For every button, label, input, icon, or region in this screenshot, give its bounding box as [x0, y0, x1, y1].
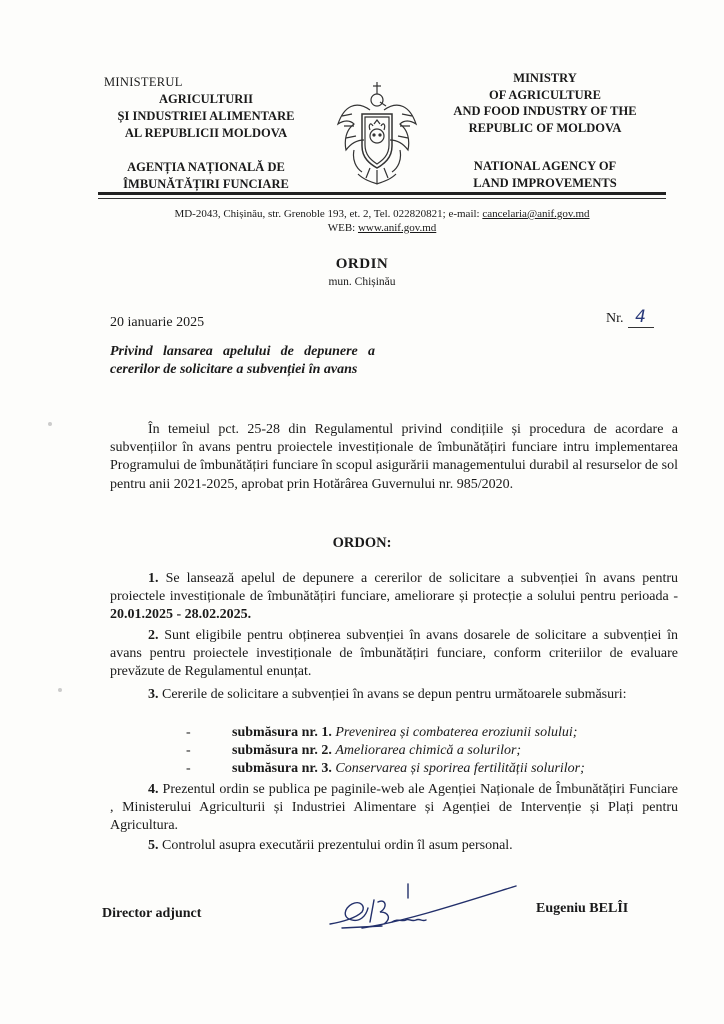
item-text: Controlul asupra executării prezentului ordin îl asum personal. [162, 838, 513, 853]
intro-paragraph: În temeiul pct. 25-28 din Regulamentul privind condițiile și procedura de acordare a subvențiilor în avans pentru proiectele investiționale de îmbunătățiri funciare intru implementarea Programului de îmbunătățiri funciare în scopul asigurării managementului durabil al resurselor de sol pentru anii 2021-2025, aprobat prin Hotărârea Guvernului nr. 985/2020. [110, 422, 678, 492]
item-text: Se lansează apelul de depunere a cererilor de solicitare a subvenției în avans pentru proiectele investiționale de îmbunătățiri funciare, ameliorare și protecție a solului pentru perioada - [110, 571, 679, 605]
item-number: 3. [148, 687, 159, 702]
ministry-en-line-3: AND FOOD INDUSTRY OF THE [453, 104, 637, 118]
scan-speck [58, 688, 62, 692]
submeasure-value: Ameliorarea chimică a solurilor; [335, 743, 522, 758]
contact-address: MD-2043, Chișinău, str. Grenoble 193, et. 2, Tel. 022820821; e-mail: [174, 208, 483, 220]
submeasure-label: submăsura nr. 2. [232, 743, 332, 758]
item-number: 1. [148, 571, 159, 586]
signer-title: Director adjunct [102, 906, 202, 921]
agency-en-line-2: LAND IMPROVEMENTS [473, 175, 617, 190]
number-label: Nr. [606, 311, 624, 326]
submeasure-label: submăsura nr. 3. [232, 761, 332, 776]
ministry-line-3: ȘI INDUSTRIEI ALIMENTARE [117, 109, 295, 123]
item-text: Sunt eligibile pentru obținerea subvenției în avans dosarele de solicitare a subvenției în avans pentru proiectele investiționale de îmbunătățiri funciare, conform criteriilor de evaluare prevăzute de Regulamentul enunțat. [110, 628, 679, 680]
order-item-2 [110, 627, 678, 682]
ordon-heading: ORDON: [332, 535, 392, 551]
agency-line-2: ÎMBUNĂTĂȚIRI FUNCIARE [123, 177, 289, 191]
ministry-en-line-4: REPUBLIC OF MOLDOVA [468, 120, 622, 135]
list-dash: - [186, 761, 191, 776]
submeasure-label: submăsura nr. 1. [232, 725, 332, 740]
submeasure-2 [186, 742, 521, 760]
ministry-header-en [430, 70, 660, 191]
header-divider-thin [98, 198, 666, 199]
list-dash: - [186, 725, 191, 740]
order-item-1 [110, 570, 678, 625]
ministry-en-line-1: MINISTRY [513, 71, 577, 85]
item-text: Cererile de solicitare a subvenției în avans se depun pentru următoarele submăsuri: [162, 687, 627, 702]
ministry-line-2: AGRICULTURII [158, 92, 253, 106]
submeasure-3 [186, 760, 585, 778]
contact-block [98, 207, 666, 235]
order-item-5 [110, 837, 678, 855]
submeasure-value: Conservarea și sporirea fertilității solurilor; [335, 761, 585, 776]
number-value: 4 [628, 307, 654, 328]
document-title: ORDIN [335, 256, 389, 272]
item-number: 4. [148, 782, 159, 797]
handwritten-signature [322, 878, 522, 938]
item-text: Prezentul ordin se publica pe paginile-web ale Agenției Naționale de Îmbunătățiri Funciare , Ministerului Agriculturii și Industriei Alimentare și Agenției de Intervenție și Plați pentru Agricultura. [110, 782, 678, 834]
signer-name: Eugeniu BELÎI [536, 901, 629, 916]
item-period: 20.01.2025 - 28.02.2025. [110, 607, 252, 623]
ministry-header-ro [96, 74, 316, 193]
document-date: 20 ianuarie 2025 [110, 315, 205, 330]
list-dash: - [186, 743, 191, 758]
submeasure-1 [186, 724, 577, 742]
document-subject: Privind lansarea apelului de depunere a cererilor de solicitare a subvenției în avans [110, 344, 375, 377]
scan-speck [48, 422, 52, 426]
ministry-line-4: AL REPUBLICII MOLDOVA [124, 126, 288, 140]
web-link[interactable]: www.anif.gov.md [357, 222, 437, 234]
order-item-3 [110, 686, 678, 704]
header-divider-thick [98, 192, 666, 195]
web-label: WEB: [327, 222, 358, 234]
order-item-4 [110, 781, 678, 836]
agency-en-line-1: NATIONAL AGENCY OF [473, 159, 617, 173]
ministry-line-1: MINISTERUL [104, 75, 183, 89]
item-number: 2. [148, 628, 159, 643]
agency-line-1: AGENȚIA NAȚIONALĂ DE [127, 160, 285, 174]
document-city: mun. Chișinău [328, 276, 396, 288]
ministry-en-line-2: OF AGRICULTURE [489, 87, 601, 102]
item-number: 5. [148, 838, 159, 853]
email-link[interactable]: cancelaria@anif.gov.md [482, 208, 590, 220]
document-number [606, 307, 654, 328]
submeasure-value: Prevenirea și combaterea eroziunii solului; [335, 725, 578, 740]
coat-of-arms-icon [334, 80, 420, 190]
